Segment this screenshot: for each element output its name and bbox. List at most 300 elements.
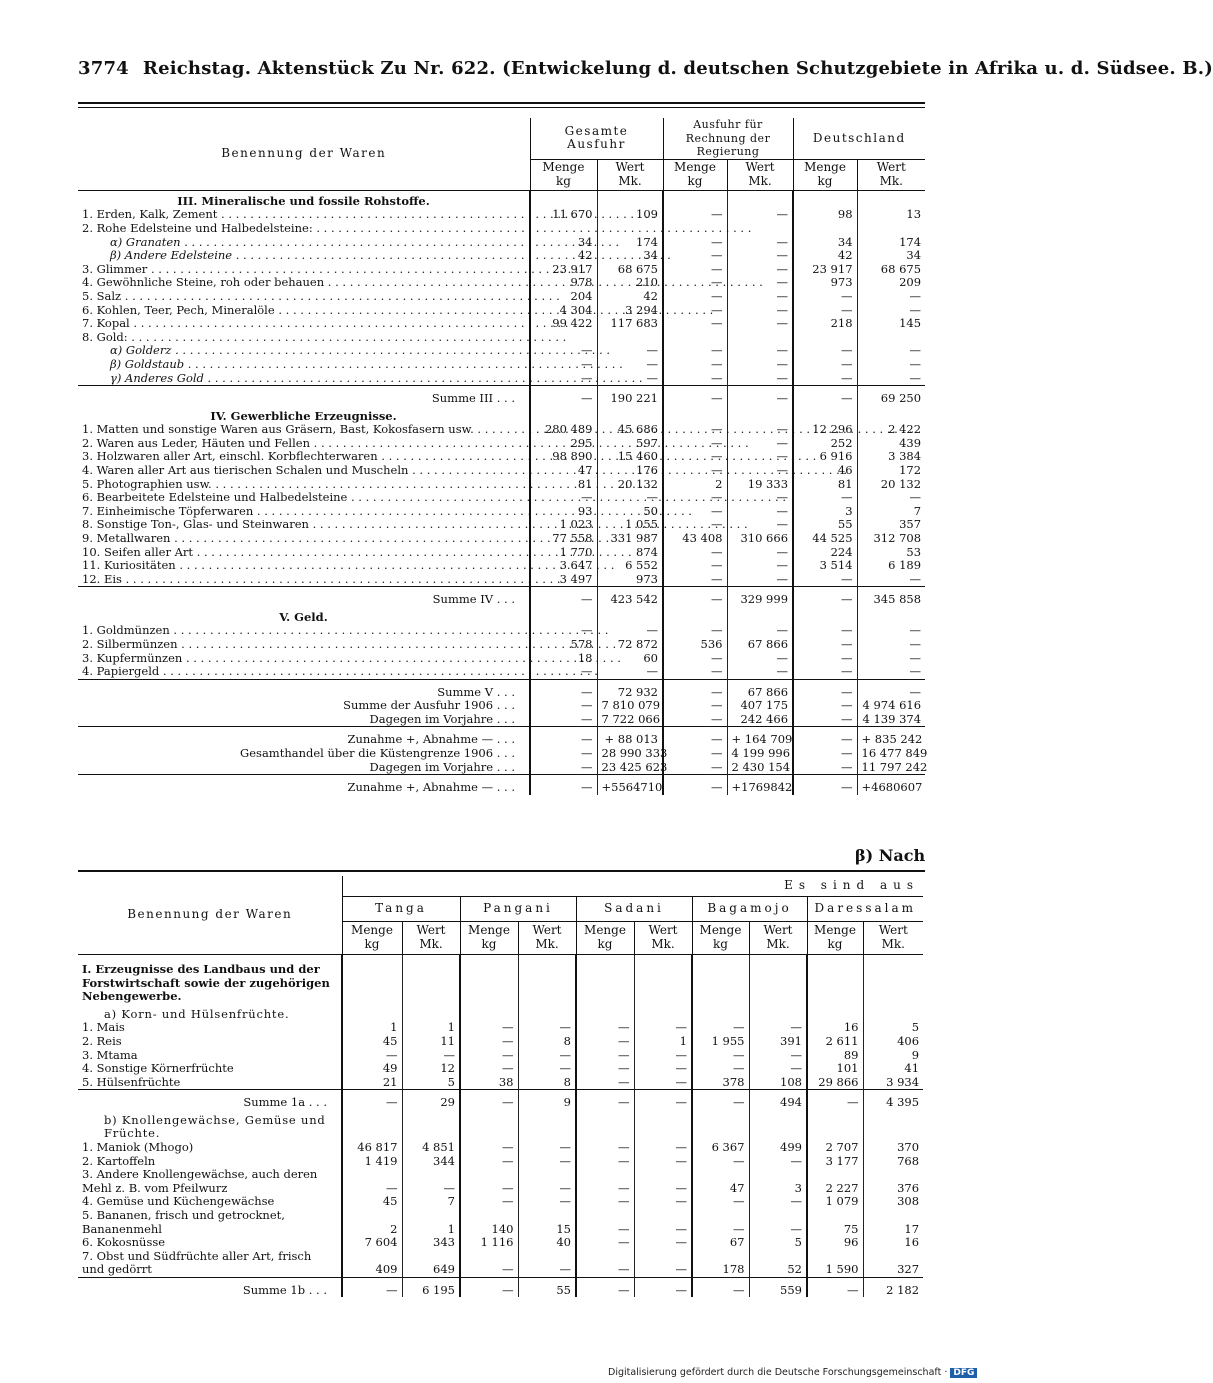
empty-cell xyxy=(663,406,727,424)
value-cell: 597 xyxy=(597,437,663,451)
table-row xyxy=(78,1004,923,1022)
value-cell: — xyxy=(857,491,925,505)
value-cell: — xyxy=(749,1021,807,1035)
empty-cell xyxy=(692,1110,749,1141)
value-cell: 20 132 xyxy=(857,478,925,492)
value-cell: — xyxy=(793,699,857,713)
value-cell: — xyxy=(460,1155,518,1169)
value-cell: 9 xyxy=(863,1049,923,1063)
value-cell: 34 xyxy=(530,236,597,250)
label-text: 6. Kokosnüsse xyxy=(82,1235,166,1250)
empty-cell xyxy=(857,190,925,208)
empty-cell xyxy=(634,1110,692,1141)
value-cell: — xyxy=(663,679,727,699)
menge-header xyxy=(576,922,634,955)
label-text: 11. Kuriositäten xyxy=(82,558,176,573)
value-cell: 145 xyxy=(857,317,925,331)
value-cell: — xyxy=(634,1277,692,1297)
label-text: 2. Rohe Edelsteine und Halbedelsteine: xyxy=(82,220,313,235)
empty-cell xyxy=(576,1004,634,1022)
value-cell: 406 xyxy=(863,1035,923,1049)
label-text: 5. Photographien usw. xyxy=(82,476,212,491)
value-cell: 68 675 xyxy=(597,263,663,277)
value-cell xyxy=(857,331,925,345)
empty-cell xyxy=(863,955,923,1004)
group-header: Ausfuhr für Rechnung der Regierung xyxy=(663,118,793,159)
value-cell: — xyxy=(663,665,727,679)
empty-cell xyxy=(727,190,793,208)
item-label xyxy=(78,638,530,652)
item-label xyxy=(78,358,530,372)
value-cell: 559 xyxy=(749,1277,807,1297)
table-row xyxy=(78,478,925,492)
value-cell: 50 xyxy=(597,505,663,519)
value-cell: 407 175 xyxy=(727,699,793,713)
value-cell: 345 858 xyxy=(857,587,925,607)
value-cell: 45 xyxy=(342,1195,402,1209)
empty-cell xyxy=(807,1110,863,1141)
value-cell: 178 xyxy=(692,1250,749,1278)
value-cell: 327 xyxy=(863,1250,923,1278)
section-heading: I. Erzeugnisse des Landbaus und der Forstwirtschaft sowie der zugehörigen Nebengewerbe. xyxy=(82,962,330,1004)
value-cell: 46 817 xyxy=(342,1141,402,1155)
empty-cell xyxy=(402,1110,460,1141)
value-cell: +4680607 xyxy=(857,775,925,795)
value-cell: — xyxy=(727,665,793,679)
item-label xyxy=(78,290,530,304)
table-row xyxy=(78,775,925,795)
table-row xyxy=(78,290,925,304)
value-cell: — xyxy=(530,372,597,386)
value-cell: 378 xyxy=(692,1076,749,1090)
value-cell: 1 055 xyxy=(597,518,663,532)
value-cell: 23 425 623 xyxy=(597,761,663,775)
value-cell: 6 367 xyxy=(692,1141,749,1155)
value-cell: 96 xyxy=(807,1236,863,1250)
value-cell: — xyxy=(530,713,597,727)
value-cell: — xyxy=(749,1209,807,1236)
value-cell: — xyxy=(518,1049,576,1063)
value-cell: 423 542 xyxy=(597,587,663,607)
empty-cell xyxy=(857,406,925,424)
value-cell: — xyxy=(663,386,727,406)
value-cell: — xyxy=(342,1277,402,1297)
table-row xyxy=(78,652,925,666)
value-cell: 49 xyxy=(342,1062,402,1076)
unit-label: Wert xyxy=(532,923,562,938)
subsection-heading: a) Korn- und Hülsenfrüchte. xyxy=(104,1006,290,1021)
label-text: 2. Waren aus Leder, Häuten und Fellen xyxy=(82,435,310,450)
value-cell: — xyxy=(692,1021,749,1035)
unit-label: Wert xyxy=(745,160,775,175)
value-cell: 140 xyxy=(460,1209,518,1236)
value-cell: — xyxy=(727,464,793,478)
value-cell: 19 333 xyxy=(727,478,793,492)
wert-header xyxy=(597,159,663,190)
value-cell: 331 987 xyxy=(597,532,663,546)
unit-label: Menge xyxy=(699,923,742,938)
item-label xyxy=(78,573,530,587)
value-cell: — xyxy=(857,652,925,666)
value-cell: — xyxy=(460,1141,518,1155)
label-text: Summe IV . . . xyxy=(432,592,515,607)
value-cell: 69 250 xyxy=(857,386,925,406)
value-cell: 72 932 xyxy=(597,679,663,699)
col-desc-header: Benennung der Waren xyxy=(78,118,530,190)
value-cell: 978 xyxy=(530,276,597,290)
place-header: Bagamojo xyxy=(692,897,807,922)
value-cell: 190 221 xyxy=(597,386,663,406)
empty-cell xyxy=(597,406,663,424)
unit-label: Mk. xyxy=(879,173,903,188)
table-row xyxy=(78,372,925,386)
label-text: 3. Mtama xyxy=(82,1047,138,1062)
value-cell: 18 xyxy=(530,652,597,666)
value-cell: 7 604 xyxy=(342,1236,402,1250)
table-row xyxy=(78,1021,923,1035)
sum-label xyxy=(78,587,530,607)
value-cell: — xyxy=(807,1090,863,1110)
value-cell: + 88 013 xyxy=(597,727,663,747)
label-text: 1. Mais xyxy=(82,1020,125,1035)
value-cell: — xyxy=(460,1049,518,1063)
item-label xyxy=(78,1141,342,1155)
place-header: Tanga xyxy=(342,897,460,922)
empty-cell xyxy=(597,607,663,625)
table-row xyxy=(78,624,925,638)
value-cell: — xyxy=(576,1090,634,1110)
empty-cell xyxy=(749,1110,807,1141)
value-cell: — xyxy=(460,1090,518,1110)
item-label xyxy=(78,1155,342,1169)
value-cell: — xyxy=(857,679,925,699)
label-text: β) Goldstaub xyxy=(110,356,185,371)
table-row xyxy=(78,955,923,1004)
value-cell: — xyxy=(576,1209,634,1236)
table-row xyxy=(78,1195,923,1209)
value-cell: — xyxy=(692,1090,749,1110)
empty-cell xyxy=(749,955,807,1004)
value-cell: — xyxy=(793,587,857,607)
value-cell: 55 xyxy=(518,1277,576,1297)
value-cell: 53 xyxy=(857,546,925,560)
item-label xyxy=(78,1250,342,1278)
value-cell: +5564710 xyxy=(597,775,663,795)
value-cell: 174 xyxy=(597,236,663,250)
value-cell: — xyxy=(692,1155,749,1169)
value-cell: — xyxy=(518,1155,576,1169)
table-row xyxy=(78,638,925,652)
value-cell: — xyxy=(518,1195,576,1209)
empty-cell xyxy=(863,1110,923,1141)
value-cell: — xyxy=(460,1035,518,1049)
unit-label: Mk. xyxy=(651,937,675,951)
table-row xyxy=(78,358,925,372)
table-row xyxy=(78,437,925,451)
label-text: Dagegen im Vorjahre . . . xyxy=(369,711,515,726)
value-cell: 38 xyxy=(460,1076,518,1090)
empty-cell xyxy=(530,190,597,208)
value-cell: 1 419 xyxy=(342,1155,402,1169)
span-header: Es sind aus xyxy=(342,876,923,897)
value-cell: 409 xyxy=(342,1250,402,1278)
empty-cell xyxy=(342,1110,402,1141)
value-cell: 34 xyxy=(857,249,925,263)
value-cell: 45 xyxy=(342,1035,402,1049)
value-cell: 1 xyxy=(342,1021,402,1035)
value-cell: 117 683 xyxy=(597,317,663,331)
table-row xyxy=(78,1168,923,1195)
value-cell: 8 xyxy=(518,1076,576,1090)
value-cell: 21 xyxy=(342,1076,402,1090)
value-cell: — xyxy=(663,761,727,775)
label-text: 1. Maniok (Mhogo) xyxy=(82,1140,194,1155)
value-cell: 973 xyxy=(793,276,857,290)
wert-header xyxy=(727,159,793,190)
value-cell: 4 304 xyxy=(530,304,597,318)
empty-cell xyxy=(634,955,692,1004)
value-cell: 2 xyxy=(342,1209,402,1236)
value-cell: — xyxy=(727,491,793,505)
value-cell: — xyxy=(807,1277,863,1297)
place-header: Daressalam xyxy=(807,897,923,922)
empty-cell xyxy=(460,955,518,1004)
value-cell: 23 917 xyxy=(530,263,597,277)
value-cell: — xyxy=(727,652,793,666)
label-text: 10. Seifen aller Art xyxy=(82,544,194,559)
value-cell: 55 xyxy=(793,518,857,532)
value-cell: 108 xyxy=(749,1076,807,1090)
item-label xyxy=(78,450,530,464)
table-row xyxy=(78,386,925,406)
value-cell: — xyxy=(727,317,793,331)
value-cell: — xyxy=(727,263,793,277)
value-cell: — xyxy=(727,249,793,263)
menge-header xyxy=(692,922,749,955)
unit-label: Wert xyxy=(615,160,645,175)
value-cell: — xyxy=(749,1195,807,1209)
value-cell: — xyxy=(518,1250,576,1278)
value-cell: 329 999 xyxy=(727,587,793,607)
value-cell: — xyxy=(634,1250,692,1278)
value-cell: 5 xyxy=(402,1076,460,1090)
empty-cell xyxy=(402,955,460,1004)
empty-cell xyxy=(793,406,857,424)
header-rule-thin xyxy=(78,107,925,108)
group-header: Deutschland xyxy=(793,118,925,159)
value-cell xyxy=(793,331,857,345)
value-cell: 40 xyxy=(518,1236,576,1250)
value-cell: 52 xyxy=(749,1250,807,1278)
value-cell: 67 866 xyxy=(727,679,793,699)
value-cell: — xyxy=(576,1250,634,1278)
value-cell: 7 810 079 xyxy=(597,699,663,713)
value-cell: — xyxy=(518,1062,576,1076)
empty-cell xyxy=(530,607,597,625)
value-cell: — xyxy=(576,1155,634,1169)
table-row xyxy=(78,1062,923,1076)
value-cell: — xyxy=(727,505,793,519)
value-cell: — xyxy=(530,358,597,372)
value-cell: — xyxy=(663,587,727,607)
value-cell: — xyxy=(663,727,727,747)
value-cell: — xyxy=(530,699,597,713)
value-cell: — xyxy=(530,727,597,747)
table-row xyxy=(78,573,925,587)
value-cell: 172 xyxy=(857,464,925,478)
value-cell: 499 xyxy=(749,1141,807,1155)
empty-cell xyxy=(460,1110,518,1141)
value-cell: — xyxy=(793,573,857,587)
value-cell: 16 xyxy=(863,1236,923,1250)
value-cell: — xyxy=(663,747,727,761)
value-cell: — xyxy=(727,386,793,406)
label-text: 2. Kartoffeln xyxy=(82,1153,156,1168)
empty-cell xyxy=(863,1004,923,1022)
table-row xyxy=(78,208,925,222)
value-cell: 4 974 616 xyxy=(857,699,925,713)
label-text: 4. Gewöhnliche Steine, roh oder behauen xyxy=(82,275,325,290)
item-label xyxy=(78,559,530,573)
empty-cell xyxy=(634,1004,692,1022)
value-cell: 42 xyxy=(597,290,663,304)
value-cell: — xyxy=(749,1049,807,1063)
unit-label: Menge xyxy=(351,923,393,938)
label-text: 6. Bearbeitete Edelsteine und Halbedelsteine xyxy=(82,490,348,505)
value-cell: — xyxy=(727,372,793,386)
table-row xyxy=(78,699,925,713)
value-cell: 15 460 xyxy=(597,450,663,464)
value-cell: — xyxy=(727,208,793,222)
value-cell: 6 916 xyxy=(793,450,857,464)
value-cell: — xyxy=(857,290,925,304)
value-cell: 344 xyxy=(402,1155,460,1169)
value-cell: — xyxy=(727,559,793,573)
label-text: α) Golderz xyxy=(110,343,172,358)
value-cell: 101 xyxy=(807,1062,863,1076)
value-cell: 1 023 xyxy=(530,518,597,532)
table-row xyxy=(78,222,925,236)
section-heading: III. Mineralische und fossile Rohstoffe. xyxy=(177,193,430,208)
value-cell: 109 xyxy=(597,208,663,222)
value-cell: — xyxy=(530,775,597,795)
value-cell: 68 675 xyxy=(857,263,925,277)
value-cell: — xyxy=(634,1076,692,1090)
value-cell: — xyxy=(530,386,597,406)
label-text: 1. Goldmünzen xyxy=(82,623,170,638)
unit-label: Menge xyxy=(584,923,626,938)
value-cell: 46 xyxy=(793,464,857,478)
value-cell: — xyxy=(692,1195,749,1209)
export-table xyxy=(78,118,928,795)
empty-cell xyxy=(692,1004,749,1022)
section-heading: IV. Gewerbliche Erzeugnisse. xyxy=(210,408,397,423)
value-cell: 7 722 066 xyxy=(597,713,663,727)
item-label xyxy=(78,1049,342,1063)
value-cell: 99 422 xyxy=(530,317,597,331)
label-text: 9. Metallwaren xyxy=(82,530,171,545)
label-text: 3. Kupfermünzen xyxy=(82,650,183,665)
value-cell: 2 422 xyxy=(857,423,925,437)
wert-header xyxy=(634,922,692,955)
label-text: 5. Bananen, frisch und getrocknet, Bananenmehl xyxy=(82,1208,285,1236)
value-cell: 176 xyxy=(597,464,663,478)
value-cell: — xyxy=(460,1250,518,1278)
value-cell: 218 xyxy=(793,317,857,331)
dfg-logo: DFG xyxy=(950,1368,977,1378)
value-cell: 3 384 xyxy=(857,450,925,464)
label-text: 8. Gold: xyxy=(82,329,128,344)
value-cell: 41 xyxy=(863,1062,923,1076)
value-cell: — xyxy=(857,358,925,372)
label-text: 2. Reis xyxy=(82,1033,122,1048)
value-cell: 4 139 374 xyxy=(857,713,925,727)
empty-cell xyxy=(342,955,402,1004)
table-row xyxy=(78,190,925,208)
value-cell: 252 xyxy=(793,437,857,451)
item-label xyxy=(78,344,530,358)
value-cell: 295 xyxy=(530,437,597,451)
table-row xyxy=(78,1155,923,1169)
value-cell: 12 296 xyxy=(793,423,857,437)
sum-label xyxy=(78,775,530,795)
value-cell: — xyxy=(530,679,597,699)
value-cell: — xyxy=(793,679,857,699)
place-header: Sadani xyxy=(576,897,692,922)
table-row xyxy=(78,1277,923,1297)
item-label xyxy=(78,532,530,546)
value-cell: — xyxy=(692,1062,749,1076)
label-text: 4. Gemüse und Küchengewächse xyxy=(82,1194,275,1209)
value-cell: 204 xyxy=(530,290,597,304)
label-text: 1. Matten und sonstige Waren aus Gräsern, Bast, Kokosfasern usw. xyxy=(82,422,474,437)
value-cell: — xyxy=(460,1195,518,1209)
value-cell: — xyxy=(793,344,857,358)
value-cell: 280 489 xyxy=(530,423,597,437)
value-cell: 13 xyxy=(857,208,925,222)
empty-cell xyxy=(663,190,727,208)
value-cell: — xyxy=(663,518,727,532)
table-row xyxy=(78,491,925,505)
value-cell: 98 xyxy=(793,208,857,222)
label-text: 3. Andere Knollengewächse, auch deren Mehl z. B. vom Pfeilwurz xyxy=(82,1167,318,1195)
value-cell: — xyxy=(749,1155,807,1169)
value-cell: — xyxy=(727,518,793,532)
table-row xyxy=(78,532,925,546)
section-heading: V. Geld. xyxy=(279,609,328,624)
unit-label: Mk. xyxy=(766,937,790,951)
table-row xyxy=(78,587,925,607)
label-text: 7. Obst und Südfrüchte aller Art, frisch und gedörrt xyxy=(82,1248,312,1277)
label-text: Gesamthandel über die Küstengrenze 1906 . . . xyxy=(240,745,515,760)
value-cell: — xyxy=(857,638,925,652)
value-cell: 7 xyxy=(402,1195,460,1209)
value-cell: 43 408 xyxy=(663,532,727,546)
value-cell: 874 xyxy=(597,546,663,560)
value-cell: — xyxy=(342,1090,402,1110)
empty-cell xyxy=(727,607,793,625)
unit-label: Wert xyxy=(763,923,793,938)
value-cell: 2 707 xyxy=(807,1141,863,1155)
value-cell: — xyxy=(727,344,793,358)
value-cell: — xyxy=(793,386,857,406)
value-cell: — xyxy=(727,437,793,451)
table-row xyxy=(78,423,925,437)
value-cell: — xyxy=(576,1062,634,1076)
empty-cell xyxy=(576,1110,634,1141)
label-text: 12. Eis xyxy=(82,571,122,586)
header-rule xyxy=(78,102,925,104)
